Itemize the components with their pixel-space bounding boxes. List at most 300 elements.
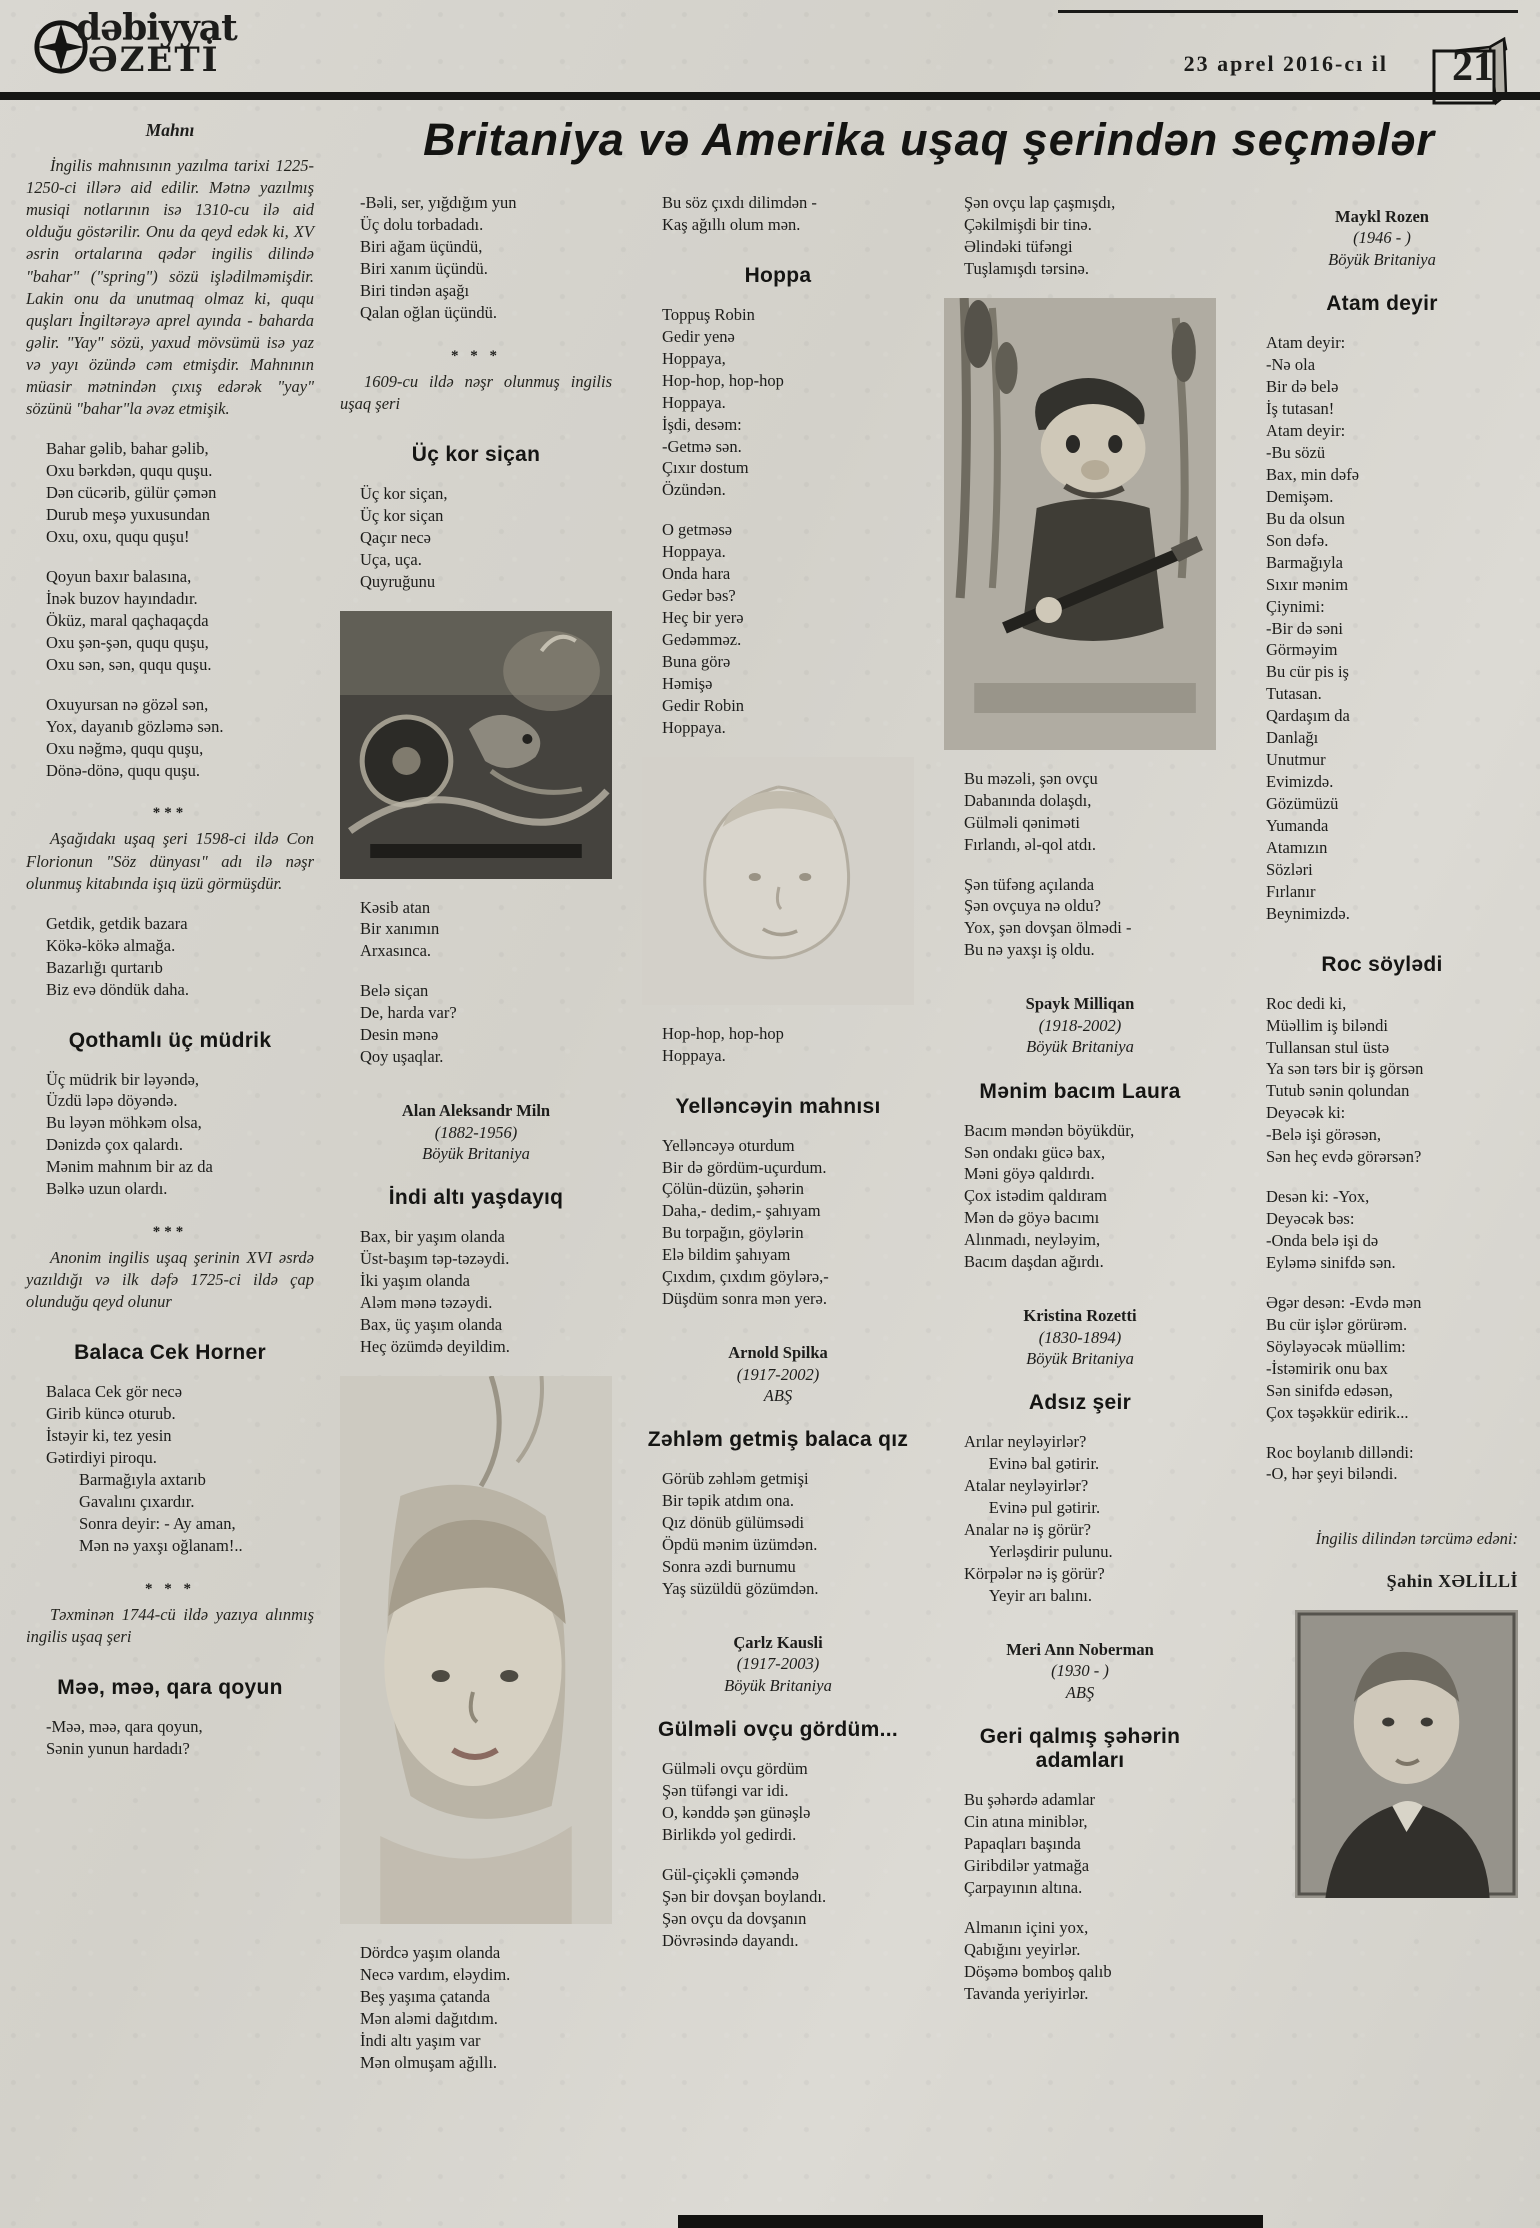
masthead-right	[1058, 10, 1518, 99]
poem-line: Hop-hop, hop-hop	[662, 370, 784, 390]
column-3	[642, 192, 914, 2228]
poem-line: Çox istədim qaldıram	[964, 1186, 1107, 1206]
poem-line: Qaçır necə	[360, 527, 431, 547]
poem-line: Gətirdiyi piroqu.	[46, 1448, 157, 1468]
poem-line: Düşdüm sonra mən yerə.	[662, 1289, 827, 1309]
boy-sketch-illustration	[642, 757, 914, 1005]
author-name: Çarlz Kausli	[733, 1633, 823, 1652]
poem-line: Evinə pul gətirir.	[964, 1498, 1101, 1518]
poem-stanza	[46, 913, 314, 1001]
poem-line: Qabığını yeyirlər.	[964, 1939, 1081, 1959]
author-years: (1917-2002)	[736, 1364, 820, 1384]
poem-line: İşdi, desəm:	[662, 414, 742, 434]
poem-line: Unutmur	[1266, 750, 1326, 770]
poem-line: Bax, min dəfə	[1266, 464, 1360, 484]
poem-line: O, kənddə şən günəşlə	[662, 1803, 811, 1823]
poem-line: Barmağıyla	[1266, 552, 1343, 572]
poem-line: Kaş ağıllı olum mən.	[662, 214, 801, 234]
poem-stanza	[46, 566, 314, 676]
hunter-cartoon-illustration	[944, 298, 1216, 750]
author-country: ABŞ	[1065, 1682, 1095, 1702]
author-block	[944, 1639, 1216, 1703]
poem-title: Hoppa	[744, 263, 812, 287]
poem-line: Papaqları başında	[964, 1834, 1081, 1854]
poem-title: Adsız şeir	[1028, 1391, 1132, 1415]
poem-stanza	[662, 1023, 914, 1067]
author-years: (1946 - )	[1353, 228, 1411, 248]
poem-line: Bazarlığı qurtarıb	[46, 957, 163, 977]
poem-line: Oxu bərkdən, ququ quşu.	[46, 461, 213, 481]
poem-line: Çiynimi:	[1266, 596, 1325, 616]
poem-line: Gavalını çıxardır.	[46, 1492, 195, 1512]
poem-line: Şən ovçu lap çaşmışdı,	[964, 193, 1116, 212]
poem-line: Öpdü mənim üzümdən.	[662, 1535, 818, 1555]
main-headline: Britaniya və Amerika uşaq şerindən seçmələr	[423, 114, 1435, 165]
column-4	[944, 192, 1216, 2228]
poem-line: -İstəmirik onu bax	[1266, 1358, 1388, 1378]
poem-title: Atam deyir	[1326, 292, 1438, 316]
author-name: Maykl Rozen	[1335, 207, 1429, 226]
poem-line: Cin atına miniblər,	[964, 1812, 1088, 1832]
poem-line: -Belə işi görəsən,	[1266, 1125, 1382, 1145]
translator-name: Şahin XƏLİLLİ	[1386, 1571, 1518, 1592]
logo-word-bottom: ƏZETİ	[88, 40, 220, 81]
poem-line: Gedər bəs?	[662, 586, 736, 606]
poem-line: Üst-başım təp-təzəydi.	[360, 1249, 510, 1269]
poem-stanza	[964, 1431, 1216, 1607]
poem-stanza	[360, 897, 612, 963]
poem-line: Atamızın	[1266, 837, 1328, 857]
poem-line: Danlağı	[1266, 728, 1319, 748]
poem-line: Girib küncə oturub.	[46, 1404, 176, 1424]
poem-line: Kökə-kökə almağa.	[46, 935, 176, 955]
poem-line: Biri tindən aşağı	[360, 280, 470, 300]
poem-line: Fırlandı, əl-qol atdı.	[964, 834, 1096, 854]
poem-title: Yelləncəyin mahnısı	[675, 1094, 881, 1118]
author-block	[1246, 206, 1518, 270]
author-block	[340, 1100, 612, 1164]
poem-line: Mən aləmi dağıtdım.	[360, 2008, 498, 2028]
poem-line: Gözümüzü	[1266, 794, 1339, 813]
article-body	[26, 112, 1518, 2228]
poem-line: Roc boylanıb dilləndi:	[1266, 1442, 1414, 1462]
poem-line: Oxuyursan nə gözəl sən,	[46, 694, 209, 714]
poem-line: -Məə, məə, qara qoyun,	[46, 1717, 203, 1737]
poem-line: Belə siçan	[360, 981, 429, 1001]
poem-line: De, harda var?	[360, 1003, 457, 1023]
poem-line: Buna görə	[662, 651, 731, 671]
poem-stanza	[46, 694, 314, 782]
poem-line: Demişəm.	[1266, 486, 1334, 506]
poem-line: Tutub sənin qolundan	[1266, 1081, 1410, 1101]
poem-title: İndi altı yaşdayıq	[388, 1186, 564, 1210]
poem-line: Arxasınca.	[360, 941, 432, 961]
poem-line: Tutasan.	[1266, 684, 1322, 704]
author-country: Böyük Britaniya	[422, 1143, 530, 1163]
poem-line: Dabanında dolaşdı,	[964, 790, 1092, 810]
poem-title: Məə, məə, qara qoyun	[57, 1676, 283, 1700]
poem-line: Bu söz çıxdı dilimdən -	[662, 193, 817, 212]
poem-line: Biz evə döndük daha.	[46, 979, 189, 999]
stanza-separator: * * *	[145, 1580, 195, 1597]
poem-stanza	[964, 1917, 1216, 2005]
poem-line: -Getmə sən.	[662, 436, 742, 456]
stanza-separator: ***	[152, 1224, 188, 1241]
poem-line: Ya sən tərs bir iş görsən	[1266, 1059, 1424, 1079]
poem-line: Qardaşım da	[1266, 706, 1350, 726]
poem-line: -O, hər şeyi biləndi.	[1266, 1464, 1398, 1484]
poem-line: Yox, şən dovşan ölmədi -	[964, 918, 1132, 938]
poem-line: Şən bir dovşan boylandı.	[662, 1887, 827, 1906]
poem-stanza	[964, 1789, 1216, 1899]
poem-line: Bacım daşdan ağırdı.	[964, 1252, 1104, 1272]
poem-stanza	[360, 483, 612, 593]
poem-line: İstəyir ki, tez yesin	[46, 1426, 172, 1446]
poem-line: Oxu sən, sən, ququ quşu.	[46, 654, 212, 674]
author-years: (1917-2003)	[736, 1654, 820, 1674]
poem-line: Mənim mahnım bir az da	[46, 1157, 213, 1177]
poem-line: Üzdü ləpə döyəndə.	[46, 1091, 178, 1111]
poem-line: Quyruğunu	[360, 571, 436, 591]
poem-line: Həmişə	[662, 673, 713, 693]
poem-line: -Bəli, ser, yığdığım yun	[360, 193, 517, 212]
poem-line: Bu nə yaxşı iş oldu.	[964, 940, 1095, 960]
poem-line: Sənin yunun hardadı?	[46, 1739, 190, 1759]
poem-line: Heç bir yerə	[662, 608, 744, 628]
poem-line: Mən nə yaxşı oğlanam!..	[46, 1536, 243, 1556]
poem-line: Kəsib atan	[360, 897, 431, 917]
poem-line: Toppuş Robin	[662, 304, 755, 324]
poem-line: Desin mənə	[360, 1025, 439, 1045]
poem-title: Geri qalmış şəhərin adamları	[979, 1725, 1181, 1773]
poem-line: Bu da olsun	[1266, 508, 1345, 528]
poem-line: Arılar neyləyirlər?	[964, 1432, 1087, 1452]
poem-line: Qoy uşaqlar.	[360, 1047, 444, 1067]
stanza-separator: ***	[152, 805, 188, 822]
poem-line: Daha,- dedim,- şahıyam	[662, 1201, 821, 1221]
author-years: (1918-2002)	[1038, 1015, 1122, 1035]
poem-line: Atalar neyləyirlər?	[964, 1476, 1089, 1496]
poem-line: Hoppaya.	[662, 392, 726, 412]
poem-line: Dövrəsində dayandı.	[662, 1930, 799, 1950]
poem-stanza	[360, 192, 612, 324]
poem-line: Gedir Robin	[662, 695, 745, 715]
poem-stanza	[662, 192, 914, 236]
poem-line: Bir xanımın	[360, 919, 440, 939]
poem-stanza	[46, 1716, 314, 1760]
poem-line: Oxu şən-şən, ququ quşu,	[46, 632, 209, 652]
poem-stanza	[1266, 1292, 1518, 1424]
author-country: ABŞ	[763, 1385, 793, 1405]
poem-stanza	[964, 874, 1216, 962]
poem-line: İş tutasan!	[1266, 399, 1335, 419]
page-number: 21	[1452, 44, 1494, 90]
poem-line: Evimizdə.	[1266, 772, 1334, 792]
poem-line: Bu cür pis iş	[1266, 662, 1349, 682]
girl-painting-illustration	[340, 1376, 612, 1924]
poem-line: Balaca Cek gör necə	[46, 1382, 183, 1402]
poem-line: Qız dönüb gülümsədi	[662, 1513, 805, 1533]
poem-line: İki yaşım olanda	[360, 1271, 470, 1291]
poem-line: Bax, bir yaşım olanda	[360, 1227, 505, 1247]
poem-line: Yelləncəyə oturdum	[662, 1135, 795, 1155]
author-name: Arnold Spilka	[728, 1343, 828, 1363]
poem-line: Yox, dayanıb gözləmə sən.	[46, 716, 224, 736]
poem-line: Üç kor siçan,	[360, 483, 448, 503]
poem-line: Dən cücərib, gülür çəmən	[46, 483, 217, 503]
poem-stanza	[662, 1135, 914, 1311]
poem-line: Aləm mənə təzəydi.	[360, 1293, 493, 1313]
poem-stanza	[1266, 1442, 1518, 1486]
poem-line: Gedəmməz.	[662, 630, 742, 649]
poem-stanza	[360, 1226, 612, 1358]
poem-stanza	[662, 519, 914, 738]
author-years: (1830-1894)	[1038, 1327, 1122, 1347]
poem-line: Mən də göyə bacımı	[964, 1208, 1100, 1228]
masthead	[26, 7, 1518, 102]
poem-line: Bu torpağın, göylərin	[662, 1223, 804, 1243]
poem-stanza	[46, 1381, 314, 1557]
poem-stanza	[964, 768, 1216, 856]
poem-line: Tullansan stul üstə	[1266, 1037, 1390, 1057]
poem-line: Hop-hop, hop-hop	[662, 1023, 784, 1043]
poem-line: -Bir də səni	[1266, 618, 1343, 638]
poem-line: Oxu nəğmə, ququ quşu,	[46, 738, 204, 758]
poem-line: Roc dedi ki,	[1266, 993, 1347, 1013]
poem-line: Çəkilmişdi bir tinə.	[964, 214, 1092, 234]
poem-title: Qothamlı üç müdrik	[68, 1028, 272, 1052]
poem-line: Barmağıyla axtarıb	[46, 1470, 206, 1490]
poem-line: Tavanda yeriyirlər.	[964, 1983, 1089, 2003]
poem-line: Gülməli qəniməti	[964, 812, 1080, 832]
author-country: Böyük Britaniya	[1026, 1349, 1134, 1368]
poem-title: Roc söylədi	[1321, 952, 1443, 976]
issue-date: 23 aprel 2016-cı il	[1183, 51, 1388, 76]
poem-stanza	[964, 192, 1216, 280]
poem-line: Bu ləyən möhkəm olsa,	[46, 1113, 202, 1133]
poem-line: Qalan oğlan üçündü.	[360, 302, 498, 322]
poem-line: Hoppaya.	[662, 717, 726, 737]
poem-line: Durub meşə yuxusundan	[46, 505, 211, 525]
poem-line: Yerləşdirir pulunu.	[964, 1542, 1113, 1562]
stanza-separator: * * *	[451, 347, 501, 364]
poem-line: Yaş süzüldü gözümdən.	[662, 1579, 819, 1599]
poem-line: O getməsə	[662, 520, 733, 540]
poem-line: Sözləri	[1266, 859, 1313, 879]
poem-line: Bir təpik atdım ona.	[662, 1491, 794, 1511]
editorial-note: Təxminən 1744-cü ildə yazıya alınmış ingilis uşaq şeri	[26, 1604, 314, 1647]
poem-line: Atam deyir:	[1266, 421, 1346, 441]
masthead-rule	[0, 92, 1540, 100]
poem-line: -Nə ola	[1266, 355, 1316, 375]
poem-title: Gülməli ovçu gördüm...	[658, 1718, 898, 1742]
poem-line: Qoyun baxır balasına,	[46, 567, 192, 586]
poem-stanza	[662, 1758, 914, 1846]
column-1	[26, 112, 314, 2228]
poem-line: İnək buzov hayındadır.	[46, 588, 198, 608]
poem-line: Sonra deyir: - Ay aman,	[46, 1514, 236, 1534]
author-name: Kristina Rozetti	[1023, 1306, 1137, 1326]
poem-stanza	[46, 1069, 314, 1201]
poem-line: Bu məzəli, şən ovçu	[964, 768, 1098, 788]
author-name: Meri Ann Noberman	[1006, 1639, 1154, 1659]
poem-line: Beynimizdə.	[1266, 903, 1350, 923]
poem-line: Sən heç evdə görərsən?	[1266, 1147, 1422, 1167]
poem-line: Analar nə iş görür?	[964, 1520, 1091, 1540]
poem-line: Dənizdə çox qalardı.	[46, 1135, 183, 1155]
poem-title: Üç kor siçan	[411, 442, 541, 466]
column-5	[1246, 192, 1518, 2228]
poem-line: Tuşlamışdı tərsinə.	[964, 258, 1089, 278]
poem-line: Söyləyəcək müəllim:	[1266, 1336, 1406, 1356]
poem-line: Bir də belə	[1266, 377, 1339, 397]
logo-word-top: dəbiyyat	[76, 7, 237, 49]
poem-line: Hoppaya.	[662, 542, 726, 562]
poem-line: Heç özümdə deyildim.	[360, 1337, 510, 1357]
poem-stanza	[360, 980, 612, 1068]
poem-stanza	[1266, 332, 1518, 924]
poem-title: Balaca Cek Horner	[74, 1341, 266, 1365]
poem-line: Almanın içini yox,	[964, 1917, 1089, 1937]
poem-line: Üç dolu torbadadı.	[360, 214, 484, 234]
poem-line: Şən tüfəng açılanda	[964, 874, 1095, 894]
poem-line: Sonra əzdi burnumu	[662, 1557, 796, 1577]
author-country: Böyük Britaniya	[1328, 249, 1436, 269]
poem-line: Beş yaşıma çatanda	[360, 1986, 491, 2006]
poem-line: -Onda belə işi də	[1266, 1231, 1379, 1250]
editorial-note: İngilis mahnısının yazılma tarixi 1225-1250-ci illərə aid edilir. Mətnə yazılmış musiqi notlarının isə 1310-cu ilə aid olduğu göstərilir. Onu da qeyd edək ki, XV əsrin ortalarına qədər ingilis dilində "bahar" ("spring") sözü işlədilməmişdir. Lakin onu da unutmaq olmaz ki, ququ quşları İngiltərəyə aprel ayında - baharda gəlir. "Yay" sözü, yaxud mövsümü isə yaz və yayı özündə cəm etmişdir. Mahnının müasir mətnindən çıxış edərək "yay" sözünü "bahar"la əvəz etmişik.	[26, 156, 314, 419]
poem-line: Eyləmə sinifdə sən.	[1266, 1252, 1396, 1272]
poem-line: Yeyir arı balını.	[964, 1586, 1093, 1605]
poem-line: Üç kor siçan	[360, 505, 444, 525]
poem-line: Gülməli ovçu gördüm	[662, 1759, 808, 1779]
poem-line: Oxu, oxu, ququ quşu!	[46, 527, 190, 547]
column-2	[340, 192, 612, 2228]
poem-line: Şən ovçu da dovşanın	[662, 1908, 807, 1928]
poem-line: Bu şəhərdə adamlar	[964, 1790, 1096, 1810]
poem-line: Atam deyir:	[1266, 333, 1346, 353]
poem-line: Son dəfə.	[1266, 530, 1329, 550]
editorial-note: Aşağıdakı uşaq şeri 1598-ci ildə Con Florionun "Söz dünyası" adı ilə nəşr olunmuş kitabında işıq üzü görmüşdür.	[26, 829, 314, 893]
poem-line: Çölün-düzün, şəhərin	[662, 1179, 805, 1199]
mice-coach-illustration	[340, 611, 612, 879]
editorial-note: 1609-cu ildə nəşr olunmuş ingilis uşaq şeri	[340, 371, 612, 413]
poem-line: Döşəmə bomboş qalıb	[964, 1961, 1112, 1981]
poem-line: Özündən.	[662, 480, 726, 500]
author-name: Spayk Milliqan	[1025, 994, 1135, 1014]
poem-line: Hoppaya.	[662, 1045, 726, 1065]
poem-line: Fırlanır	[1266, 881, 1316, 901]
poem-line: Bax, üç yaşım olanda	[360, 1315, 503, 1335]
poem-line: Getdik, getdik bazara	[46, 913, 188, 933]
poem-line: Dönə-dönə, ququ quşu.	[46, 760, 200, 780]
poem-line: Öküz, maral qaçhaqaçda	[46, 610, 209, 630]
poem-line: Alınmadı, neyləyim,	[964, 1230, 1101, 1250]
poem-line: Biri ağam üçündü,	[360, 236, 483, 256]
poem-line: Sən ondakı gücə bax,	[964, 1142, 1106, 1162]
poem-line: Birlikdə yol gedirdi.	[662, 1825, 797, 1845]
poem-line: Bəlkə uzun olardı.	[46, 1179, 168, 1199]
poem-line: Əlindəki tüfəngi	[964, 236, 1073, 256]
poem-line: Giribdilər yatmağa	[964, 1856, 1090, 1876]
poem-line: -Bu sözü	[1266, 443, 1326, 462]
poem-line: Bahar gəlib, bahar gəlib,	[46, 439, 209, 459]
poem-line: Çıxdım, çıxdım göylərə,-	[662, 1267, 829, 1287]
poem-title: Mənim bacım Laura	[979, 1079, 1181, 1103]
poem-line: Evinə bal gətirir.	[964, 1454, 1100, 1474]
bottom-rule	[678, 2215, 1263, 2228]
poem-stanza	[662, 1468, 914, 1600]
poem-line: Şən ovçuya nə oldu?	[964, 896, 1102, 916]
poem-line: Körpələr nə iş görür?	[964, 1564, 1105, 1584]
poem-line: Onda hara	[662, 564, 731, 584]
poem-line: Bu cür işlər görürəm.	[1266, 1314, 1408, 1334]
poem-line: Deyəcək ki:	[1266, 1103, 1346, 1123]
author-name: Alan Aleksandr Miln	[401, 1101, 551, 1121]
translator-portrait-photo	[1295, 1610, 1518, 1898]
author-years: (1882-1956)	[434, 1122, 518, 1142]
author-block	[944, 993, 1216, 1057]
poem-stanza	[964, 1120, 1216, 1274]
poem-line: Elə bildim şahıyam	[662, 1245, 791, 1265]
poem-line: Uça, uça.	[360, 549, 422, 569]
poem-line: Bir də gördüm-uçurdum.	[662, 1157, 827, 1177]
poem-line: Bacım məndən böyükdür,	[964, 1120, 1135, 1140]
translator-credit	[1246, 1529, 1518, 1592]
poem-line: Gedir yenə	[662, 326, 735, 346]
poem-stanza	[662, 1864, 914, 1952]
poem-line: Çıxır dostum	[662, 458, 749, 478]
author-country: Böyük Britaniya	[1026, 1037, 1134, 1057]
poem-line: Gül-çiçəkli çəməndə	[662, 1865, 799, 1885]
poem-stanza	[662, 304, 914, 501]
editorial-note: Anonim ingilis uşaq şerinin XVI əsrdə yazıldığı və ilk dəfə 1725-ci ildə çap olunduğu qeyd olunur	[26, 1248, 314, 1312]
poem-line: Hoppaya,	[662, 348, 726, 368]
poem-line: Şən tüfəngi var idi.	[662, 1781, 789, 1801]
poem-stanza	[360, 1942, 612, 2074]
poem-line: Üç müdrik bir ləyəndə,	[46, 1069, 200, 1089]
poem-line: Dördcə yaşım olanda	[360, 1943, 501, 1963]
poem-title: Zəhləm getmiş balaca qız	[647, 1428, 909, 1452]
poem-line: Çarpayının altına.	[964, 1878, 1083, 1897]
poem-line: Mən olmuşam ağıllı.	[360, 2052, 498, 2072]
poem-line: Müəllim iş biləndi	[1266, 1015, 1388, 1035]
poem-stanza	[1266, 1186, 1518, 1274]
poem-line: İndi altı yaşım var	[360, 2030, 481, 2050]
poem-line: Necə vardım, eləydim.	[360, 1964, 511, 1984]
poem-line: Desən ki: -Yox,	[1266, 1187, 1370, 1207]
poem-line: Biri xanım üçündü.	[360, 258, 488, 278]
author-block	[642, 1342, 914, 1406]
poem-line: Məni göyə qaldırdı.	[964, 1164, 1095, 1184]
poem-line: Sən sinifdə edəsən,	[1266, 1380, 1393, 1400]
poem-line: Sıxır mənim	[1266, 574, 1349, 594]
poem-line: Əgər desən: -Evdə mən	[1266, 1292, 1422, 1312]
poem-line: Deyəcək bəs:	[1266, 1209, 1355, 1229]
translator-credit-label: İngilis dilindən tərcümə edəni:	[1315, 1529, 1518, 1549]
poem-line: Yumanda	[1266, 815, 1329, 835]
section-title: Mahnı	[145, 120, 195, 140]
author-years: (1930 - )	[1051, 1661, 1109, 1681]
author-country: Böyük Britaniya	[724, 1675, 832, 1695]
poem-stanza	[1266, 993, 1518, 1169]
poem-line: Çox təşəkkür edirik...	[1266, 1402, 1409, 1422]
poem-line: Görməyim	[1266, 640, 1338, 660]
poem-line: Görüb zəhləm getmişi	[662, 1469, 809, 1489]
masthead-logo	[32, 7, 237, 81]
author-block	[944, 1305, 1216, 1369]
author-block	[642, 1632, 914, 1696]
